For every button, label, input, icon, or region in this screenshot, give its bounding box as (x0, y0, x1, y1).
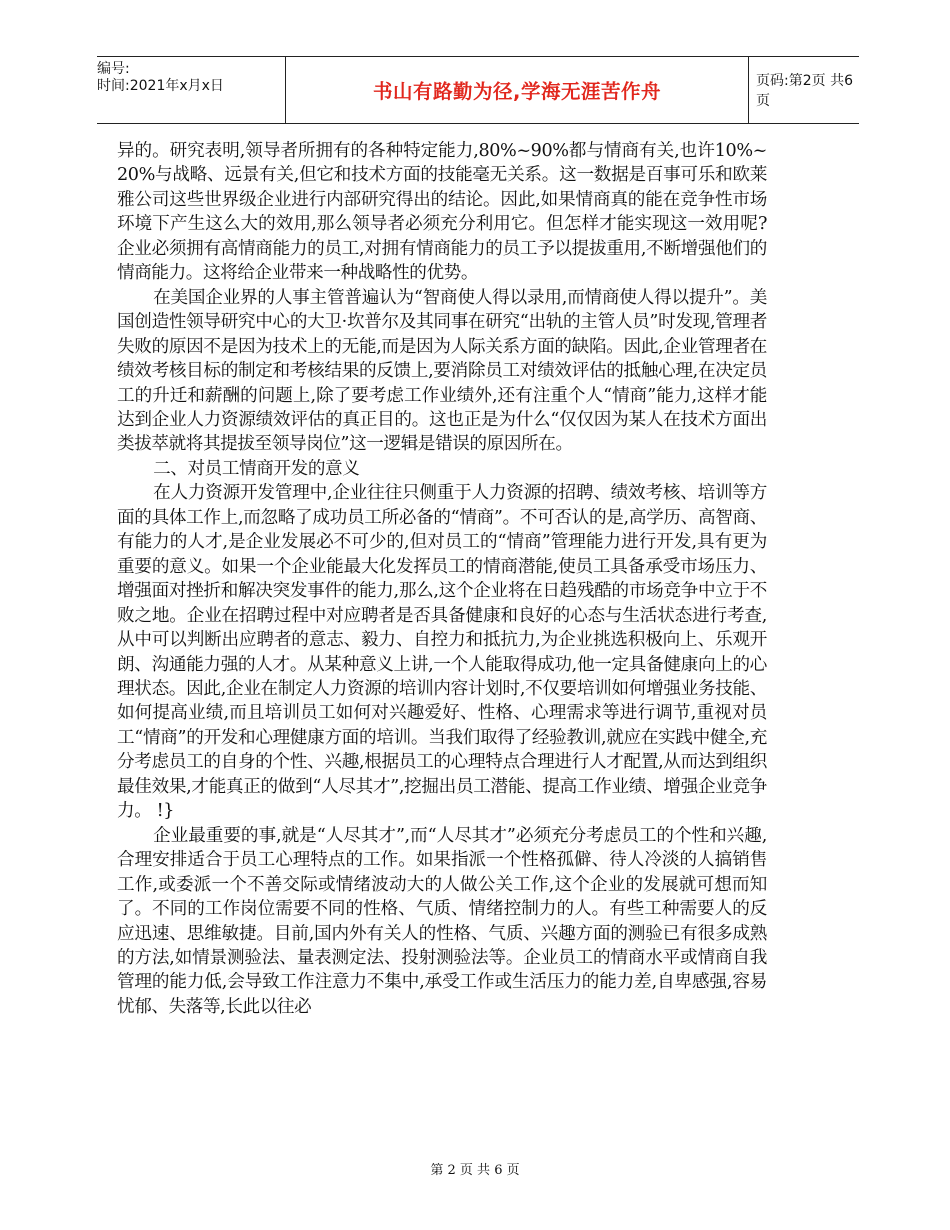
header-page-info: 页码:第2页 共6页 (756, 73, 853, 109)
section-heading: 二、对员工情商开发的意义 (153, 458, 360, 479)
number-label: 编号: (97, 61, 130, 77)
header-slogan: 书山有路勤为径,学海无涯苦作舟 (285, 57, 749, 123)
paragraph-3: 在人力资源开发管理中,企业往往只侧重于人力资源的招聘、绩效考核、培训等方面的具体工作上,而忽略了成功员工所必备的“情商”。不可否认的是,高学历、高智商、有能力的人才,是企业发展必不可少的,但对员工的“情商”管理能力进行开发,具有更为重要的意义。如果一个企业能最大化发挥员工的情商潜能,使员工具备承受市场压力、增强面对挫折和解决突发事件的能力,那么,这个企业将在日趋残酷的市场竞争中立于不败之地。企业在招聘过程中对应聘者是否具备健康和良好的心态与生活状态进行考查,从中可以判断出应聘者的意志、毅力、自控力和抵抗力,为企业挑选积极向上、乐观开朗、沟通能力强的人才。从某种意义上讲,一个人能取得成功,他一定具备健康向上的心理状态。因此,企业在制定人力资源的培训内容计划时,不仅要培训如何增强业务技能、如何提高业绩,而且培训员工如何对兴趣爱好、性格、心理需求等进行调节,重视对员工“情商”的开发和心理健康方面的培训。当我们取得了经验教训,就应在实践中健全,充分考虑员工的自身的个性、兴趣,根据员工的心理特点合理进行人才配置,从而达到组织最佳效果,才能真正的做到“人尽其才”,挖掘出员工潜能、提高工作业绩、增强企业竞争力。 !} (117, 483, 767, 822)
paragraph-2: 在美国企业界的人事主管普遍认为“智商使人得以录用,而情商使人得以提升”。美国创造性领导研究中心的大卫·坎普尔及其同事在研究“出轨的主管人员”时发现,管理者失败的原因不是因为技术上的无能,而是因为人际关系方面的缺陷。因此,企业管理者在绩效考核目标的制定和考核结果的反馈上,要消除员工对绩效评估的抵触心理,在决定员工的升迁和薪酬的问题上,除了要考虑工作业绩外,还有注重个人“情商”能力,这样才能达到企业人力资源绩效评估的真正目的。这也正是为什么“仅仅因为某人在技术方面出类拔萃就将其提拔至领导岗位”这一逻辑是错误的原因所在。 (117, 287, 767, 455)
page-header (97, 56, 859, 124)
header-meta (97, 61, 285, 95)
page-footer: 第 2 页 共 6 页 (430, 1163, 520, 1178)
paragraph-4: 企业最重要的事,就是“人尽其才”,而“人尽其才”必须充分考虑员工的个性和兴趣,合理安排适合于员工心理特点的工作。如果指派一个性格孤僻、待人冷淡的人搞销售工作,或委派一个不善交际或情绪波动大的人做公关工作,这个企业的发展就可想而知了。不同的工作岗位需要不同的性格、气质、情绪控制力的人。有些工种需要人的反应迅速、思维敏捷。目前,国内外有关人的性格、气质、兴趣方面的测验已有很多成熟的方法,如情景测验法、量表测定法、投射测验法等。企业员工的情商水平或情商自我管理的能力低,会导致工作注意力不集中,承受工作或生活压力的能力差,自卑感强,容易忧郁、失落等,长此以往必 (117, 825, 767, 1017)
date-label: 时间:2021年x月x日 (97, 78, 224, 94)
paragraph-1: 异的。研究表明,领导者所拥有的各种特定能力,80%~90%都与情商有关,也许10%~20%与战略、远景有关,但它和技术方面的技能毫无关系。这一数据是百事可乐和欧莱雅公司这些世界级企业进行内部研究得出的结论。因此,如果情商真的能在竞争性市场环境下产生这么大的效用,那么领导者必须充分利用它。但怎样才能实现这一效用呢?企业必须拥有高情商能力的员工,对拥有情商能力的员工予以提拔重用,不断增强他们的情商能力。这将给企业带来一种战略性的优势。 (117, 141, 767, 284)
document-body (117, 139, 767, 1019)
